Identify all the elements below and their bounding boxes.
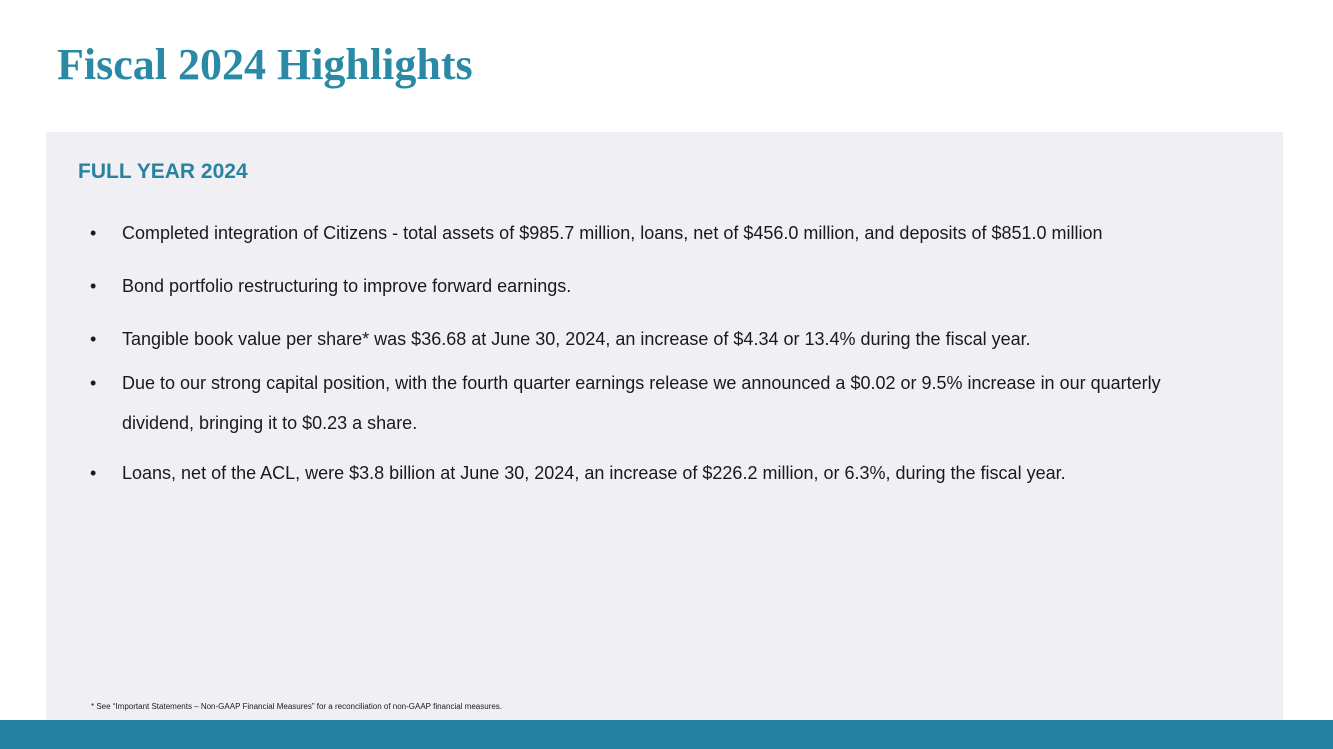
bullet-icon: • (90, 329, 97, 349)
bullet-text: Completed integration of Citizens - total assets of $985.7 million, loans, net of $456.0 million, and deposits of $851.0 million (122, 223, 1103, 243)
bullet-icon: • (90, 373, 97, 393)
footer-bar (0, 720, 1333, 749)
bullet-text: Due to our strong capital position, with the fourth quarter earnings release we announced a $0.02 or 9.5% increase in our quarterly dividend, bringing it to $0.23 a share. (122, 373, 1161, 433)
section-heading: FULL YEAR 2024 (78, 160, 248, 183)
bullet-icon: • (90, 463, 97, 483)
list-item (86, 319, 1246, 359)
list-item (86, 453, 1246, 493)
bullet-text: Bond portfolio restructuring to improve forward earnings. (122, 276, 572, 296)
bullet-text: Tangible book value per share* was $36.68 at June 30, 2024, an increase of $4.34 or 13.4% during the fiscal year. (122, 329, 1031, 349)
content-panel (46, 132, 1283, 722)
slide-title: Fiscal 2024 Highlights (57, 40, 473, 89)
footnote: * See “Important Statements – Non-GAAP Financial Measures” for a reconciliation of non-GAAP financial measures. (91, 702, 503, 711)
bullet-icon: • (90, 223, 97, 243)
bullet-icon: • (90, 276, 97, 296)
bullet-text: Loans, net of the ACL, were $3.8 billion at June 30, 2024, an increase of $226.2 million, or 6.3%, during the fiscal year. (122, 463, 1066, 483)
list-item (86, 266, 1246, 306)
list-item (86, 363, 1196, 443)
list-item (86, 213, 1246, 253)
